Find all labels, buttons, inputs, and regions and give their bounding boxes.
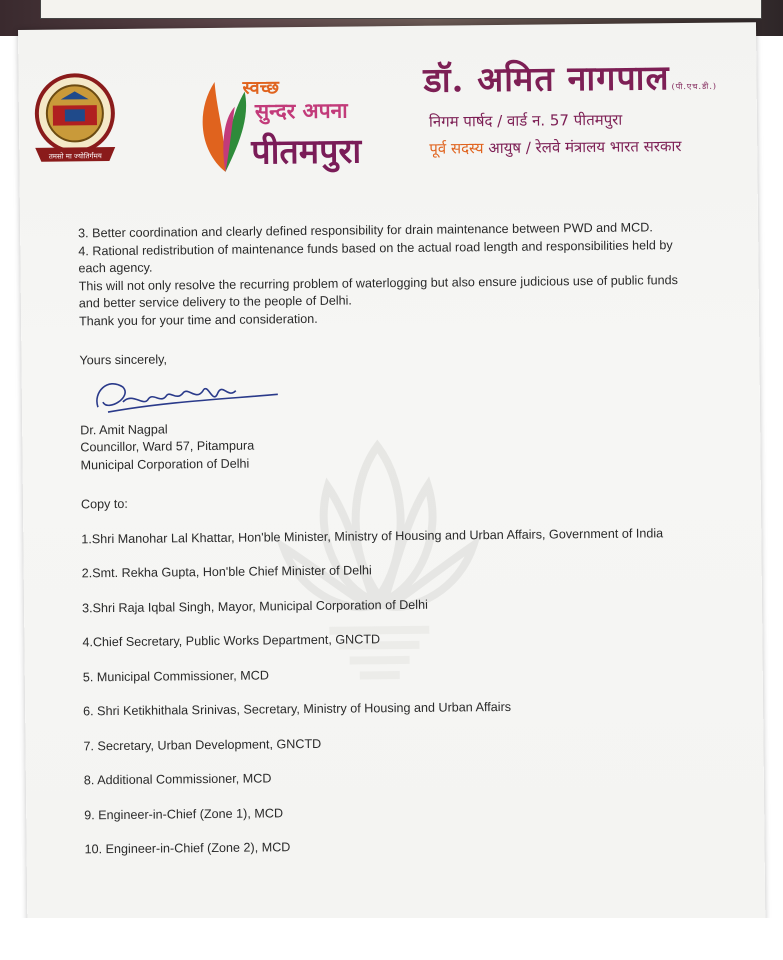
signature <box>80 364 681 422</box>
campaign-word-3: पीतमपुरा <box>251 131 362 173</box>
handwritten-signature-icon <box>88 370 289 422</box>
copy-recipient-1: 1.Shri Manohar Lal Khattar, Hon'ble Minister, Ministry of Housing and Urban Affairs, Government of India <box>81 525 664 546</box>
copy-recipient-6: 6. Shri Ketikhithala Srinivas, Secretary, Ministry of Housing and Urban Affairs <box>83 699 512 719</box>
letterhead-name-text: डॉ. अमित नागपाल <box>423 58 670 101</box>
mcd-seal-icon <box>24 69 125 170</box>
copy-recipient-7: 7. Secretary, Urban Development, GNCTD <box>83 736 322 753</box>
campaign-word-1: स्वच्छ <box>242 77 279 99</box>
copy-recipient-5: 5. Municipal Commissioner, MCD <box>82 667 270 684</box>
copy-recipient-9: 9. Engineer-in-Chief (Zone 1), MCD <box>84 805 284 822</box>
copy-recipient-4: 4.Chief Secretary, Public Works Department, GNCTD <box>82 632 381 650</box>
underlying-sheet <box>40 0 762 19</box>
letterhead-name-suffix: (पी.एच.डी.) <box>671 81 718 92</box>
letterhead-role: निगम पार्षद / वार्ड न. 57 पीतमपुरा <box>428 110 623 131</box>
page-margin-bottom <box>0 918 783 960</box>
thanks-line: Thank you for your time and consideration. <box>78 311 318 328</box>
former-prefix: पूर्व सदस्य <box>429 139 484 158</box>
letter-page <box>18 22 765 930</box>
former-rest: आयुष / रेलवे मंत्रालय भारत सरकार <box>483 137 682 158</box>
letterhead-name <box>423 53 717 102</box>
campaign-word-2: सुन्दर अपना <box>254 98 348 124</box>
copy-to-list <box>81 525 684 859</box>
point-3: 3. Better coordination and clearly defined responsibility for drain maintenance between PWD and MCD. <box>78 220 653 241</box>
signatory-name: Dr. Amit Nagpal <box>80 421 168 437</box>
copy-recipient-10: 10. Engineer-in-Chief (Zone 2), MCD <box>84 840 291 857</box>
copy-recipient-3: 3.Shri Raja Iqbal Singh, Mayor, Municipal Corporation of Delhi <box>81 597 428 615</box>
signatory-org: Municipal Corporation of Delhi <box>80 456 250 472</box>
closing-paragraph: This will not only resolve the recurring problem of waterlogging but also ensure judicious use of public funds and better service delivery to the people of Delhi. <box>78 272 678 311</box>
seal-motto: तमसो मा ज्योतिर्गमय <box>48 152 102 161</box>
letterhead-former-role <box>429 136 681 159</box>
salutation: Yours sincerely, <box>79 352 168 368</box>
signatory-role: Councillor, Ward 57, Pitampura <box>80 438 255 455</box>
campaign-logo <box>194 66 395 198</box>
copy-recipient-8: 8. Additional Commissioner, MCD <box>83 771 272 788</box>
letter-body <box>78 219 685 876</box>
copy-to-heading: Copy to: <box>80 496 128 512</box>
point-4: 4. Rational redistribution of maintenance funds based on the actual road length and responsibilities held by each agency. <box>78 237 673 276</box>
copy-recipient-2: 2.Smt. Rekha Gupta, Hon'ble Chief Minister of Delhi <box>81 563 372 581</box>
